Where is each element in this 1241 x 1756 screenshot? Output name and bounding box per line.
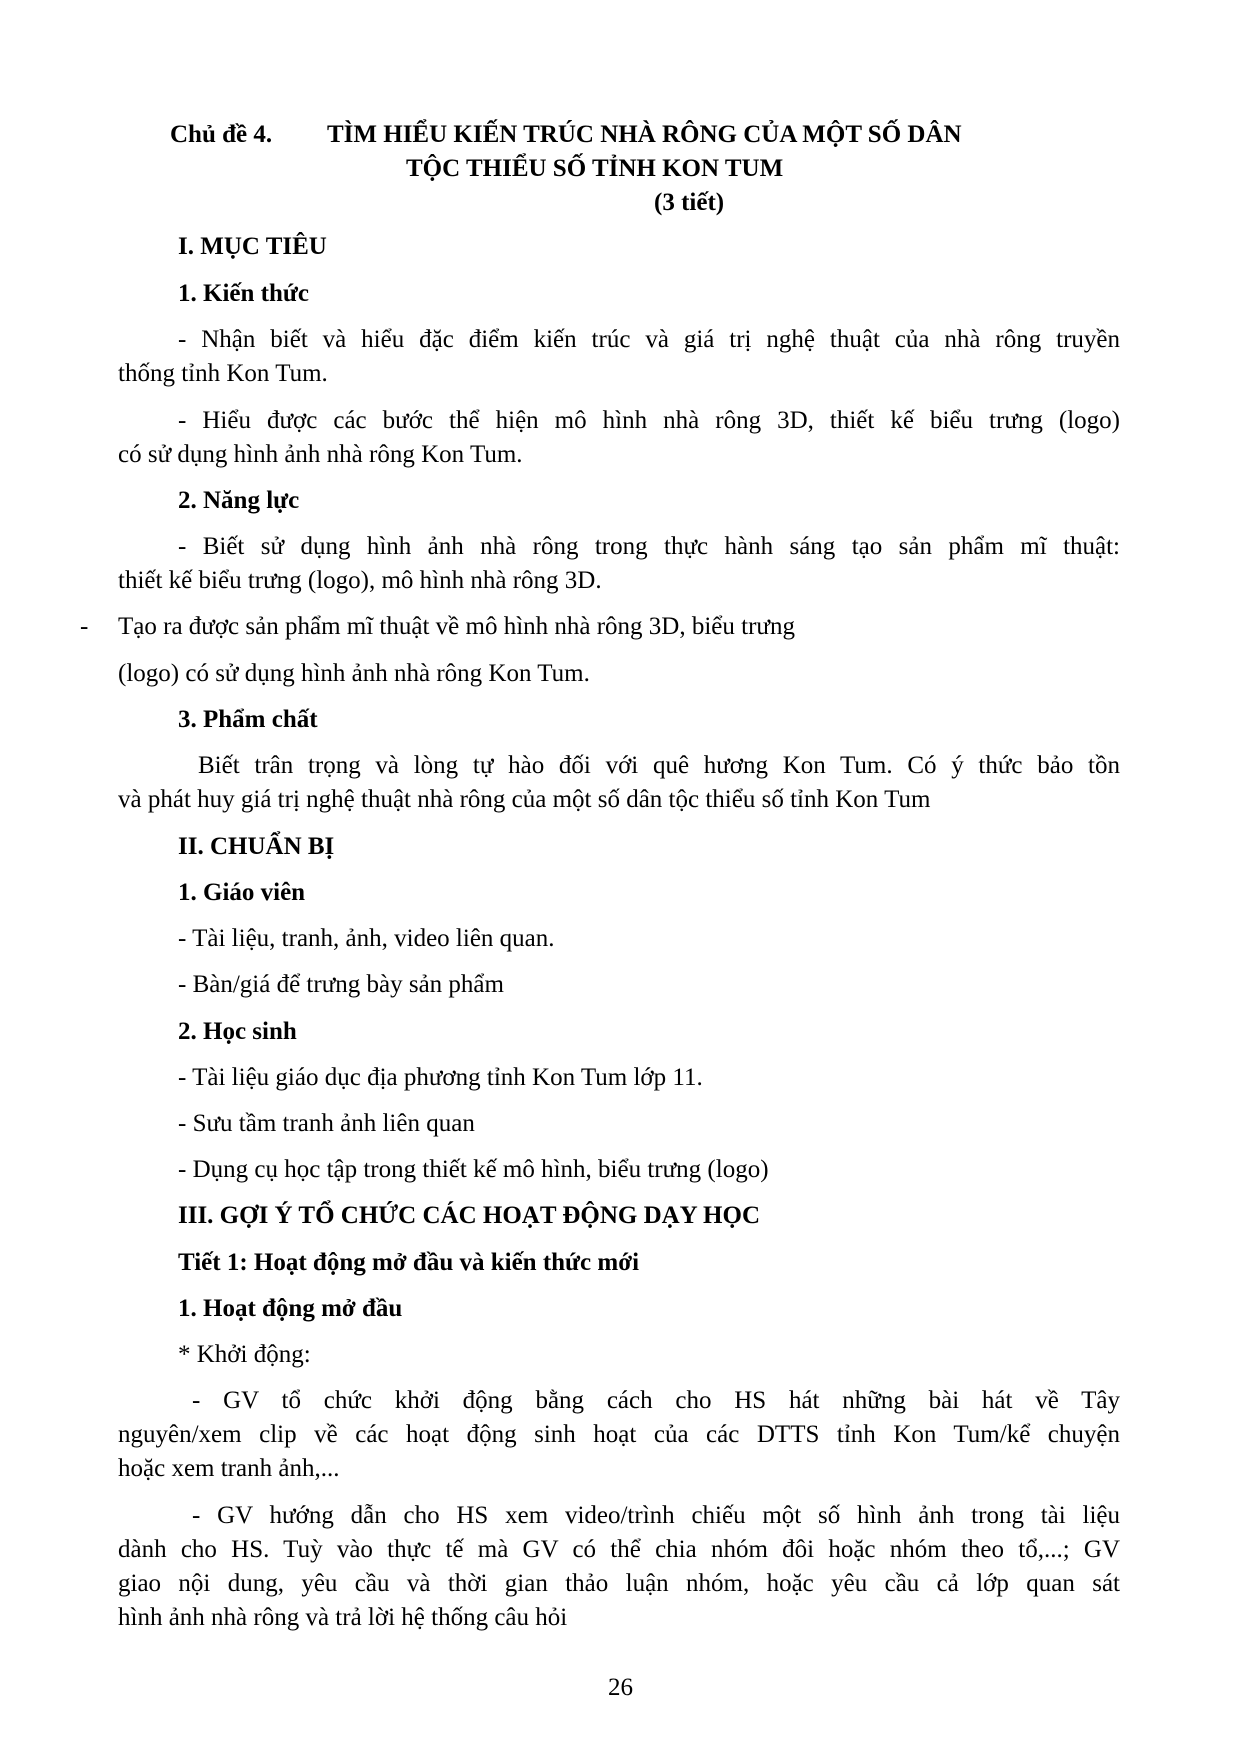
- warmup-label: * Khởi động:: [178, 1341, 311, 1368]
- list-dash: -: [80, 613, 89, 640]
- paragraph-line: - Nhận biết và hiểu đặc điểm kiến trúc và giá trị nghệ thuật của nhà rông truyền: [178, 326, 1120, 353]
- paragraph-line: - Hiểu được các bước thể hiện mô hình nhà rông 3D, thiết kế biểu trưng (logo): [178, 407, 1120, 434]
- subheading-ability: 2. Năng lực: [178, 487, 300, 514]
- page-number: 26: [608, 1674, 633, 1701]
- section-heading-activities: III. GỢI Ý TỔ CHỨC CÁC HOẠT ĐỘNG DẠY HỌC: [178, 1202, 760, 1229]
- paragraph-line: hình ảnh nhà rông và trả lời hệ thống câu hỏi: [118, 1604, 568, 1631]
- paragraph-line: - Biết sử dụng hình ảnh nhà rông trong thực hành sáng tạo sản phẩm mĩ thuật:: [178, 533, 1120, 560]
- paragraph-line: - GV tổ chức khởi động bằng cách cho HS hát những bài hát về Tây: [192, 1387, 1120, 1414]
- page-title-line1: TÌM HIỂU KIẾN TRÚC NHÀ RÔNG CỦA MỘT SỐ DÂN: [327, 121, 962, 148]
- paragraph-line: - GV hướng dẫn cho HS xem video/trình chiếu một số hình ảnh trong tài liệu: [192, 1502, 1120, 1529]
- paragraph-line: (logo) có sử dụng hình ảnh nhà rông Kon Tum.: [118, 660, 590, 687]
- duration: (3 tiết): [654, 189, 725, 216]
- list-item: - Sưu tầm tranh ảnh liên quan: [178, 1110, 475, 1137]
- subheading-teacher: 1. Giáo viên: [178, 879, 306, 906]
- paragraph-line: có sử dụng hình ảnh nhà rông Kon Tum.: [118, 441, 523, 468]
- section-heading-preparation: II. CHUẨN BỊ: [178, 833, 335, 860]
- paragraph-line: Biết trân trọng và lòng tự hào đối với quê hương Kon Tum. Có ý thức bảo tồn: [198, 752, 1120, 779]
- list-item: - Bàn/giá để trưng bày sản phẩm: [178, 971, 504, 998]
- paragraph-line: dành cho HS. Tuỳ vào thực tế mà GV có thể chia nhóm đôi hoặc nhóm theo tổ,...; GV: [118, 1536, 1120, 1563]
- list-item: - Tài liệu, tranh, ảnh, video liên quan.: [178, 925, 555, 952]
- section-heading-objectives: I. MỤC TIÊU: [178, 233, 327, 260]
- subheading-knowledge: 1. Kiến thức: [178, 280, 309, 307]
- page-title-line2: TỘC THIỂU SỐ TỈNH KON TUM: [406, 155, 784, 182]
- paragraph-line: và phát huy giá trị nghệ thuật nhà rông của một số dân tộc thiểu số tỉnh Kon Tum: [118, 786, 931, 813]
- list-item: - Tài liệu giáo dục địa phương tỉnh Kon Tum lớp 11.: [178, 1064, 703, 1091]
- list-item: - Dụng cụ học tập trong thiết kế mô hình, biểu trưng (logo): [178, 1156, 769, 1183]
- paragraph-line: nguyên/xem clip về các hoạt động sinh hoạt của các DTTS tỉnh Kon Tum/kể chuyện: [118, 1421, 1120, 1448]
- subheading-quality: 3. Phẩm chất: [178, 706, 318, 733]
- paragraph-line: hoặc xem tranh ảnh,...: [118, 1455, 340, 1482]
- activity-heading: 1. Hoạt động mở đầu: [178, 1295, 403, 1322]
- paragraph-line: thiết kế biểu trưng (logo), mô hình nhà rông 3D.: [118, 567, 602, 594]
- paragraph-line: giao nội dung, yêu cầu và thời gian thảo luận nhóm, hoặc yêu cầu cả lớp quan sát: [118, 1570, 1120, 1597]
- topic-prefix: Chủ đề 4.: [170, 121, 273, 148]
- paragraph-line: Tạo ra được sản phẩm mĩ thuật về mô hình nhà rông 3D, biểu trưng: [118, 613, 795, 640]
- subheading-student: 2. Học sinh: [178, 1018, 297, 1045]
- lesson-heading: Tiết 1: Hoạt động mở đầu và kiến thức mới: [178, 1249, 640, 1276]
- paragraph-line: thống tỉnh Kon Tum.: [118, 360, 328, 387]
